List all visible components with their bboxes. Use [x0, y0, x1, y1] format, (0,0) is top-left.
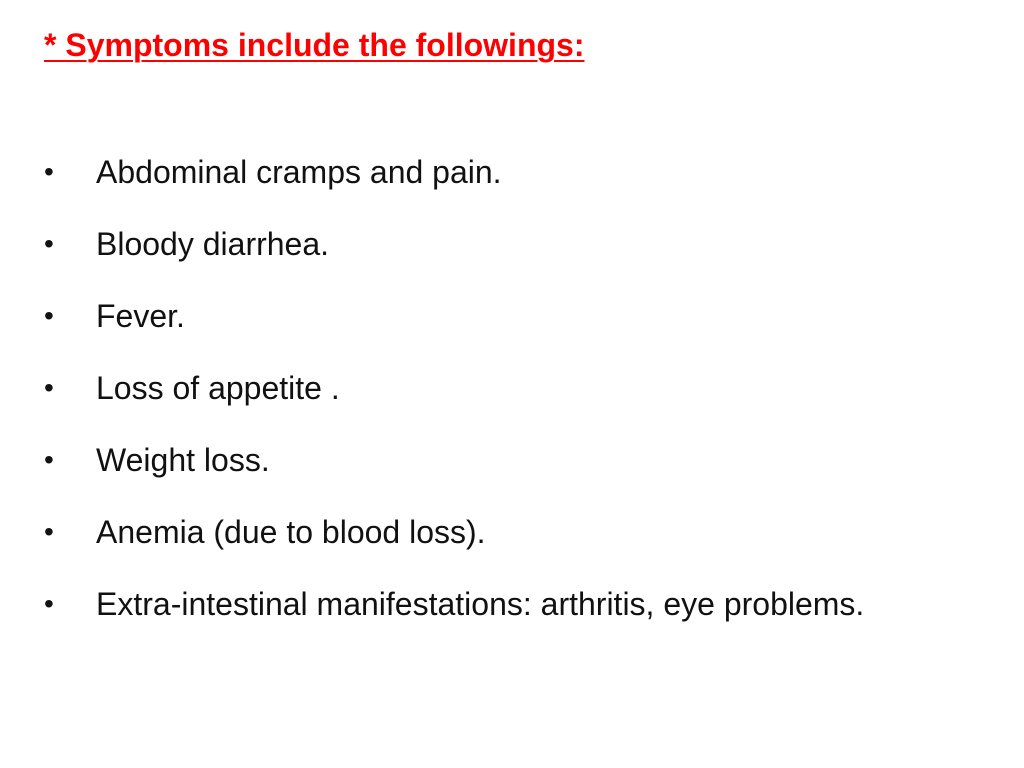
- list-item: [44, 208, 984, 280]
- slide-title: * Symptoms include the followings:: [44, 27, 585, 63]
- list-item: [44, 496, 984, 568]
- bullet-icon: •: [44, 588, 54, 619]
- list-item-text: Abdominal cramps and pain.: [96, 154, 502, 190]
- list-item: [44, 424, 984, 496]
- list-item: [44, 352, 984, 424]
- bullet-icon: •: [44, 228, 54, 259]
- list-item-text: Bloody diarrhea.: [96, 226, 330, 262]
- bullet-icon: •: [44, 444, 54, 475]
- bullet-icon: •: [44, 516, 54, 547]
- bullet-icon: •: [44, 156, 54, 187]
- list-item-text: Weight loss.: [96, 442, 270, 478]
- bullet-icon: •: [44, 300, 54, 331]
- list-item: [44, 280, 984, 352]
- bullet-icon: •: [44, 372, 54, 403]
- list-item-text: Loss of appetite .: [96, 370, 340, 406]
- list-item-text: Fever.: [96, 298, 185, 334]
- list-item: [44, 568, 984, 640]
- symptom-list: [44, 136, 984, 640]
- list-item-text: Extra-intestinal manifestations: arthritis, eye problems.: [96, 586, 865, 622]
- list-item: [44, 136, 984, 208]
- list-item-text: Anemia (due to blood loss).: [96, 514, 486, 550]
